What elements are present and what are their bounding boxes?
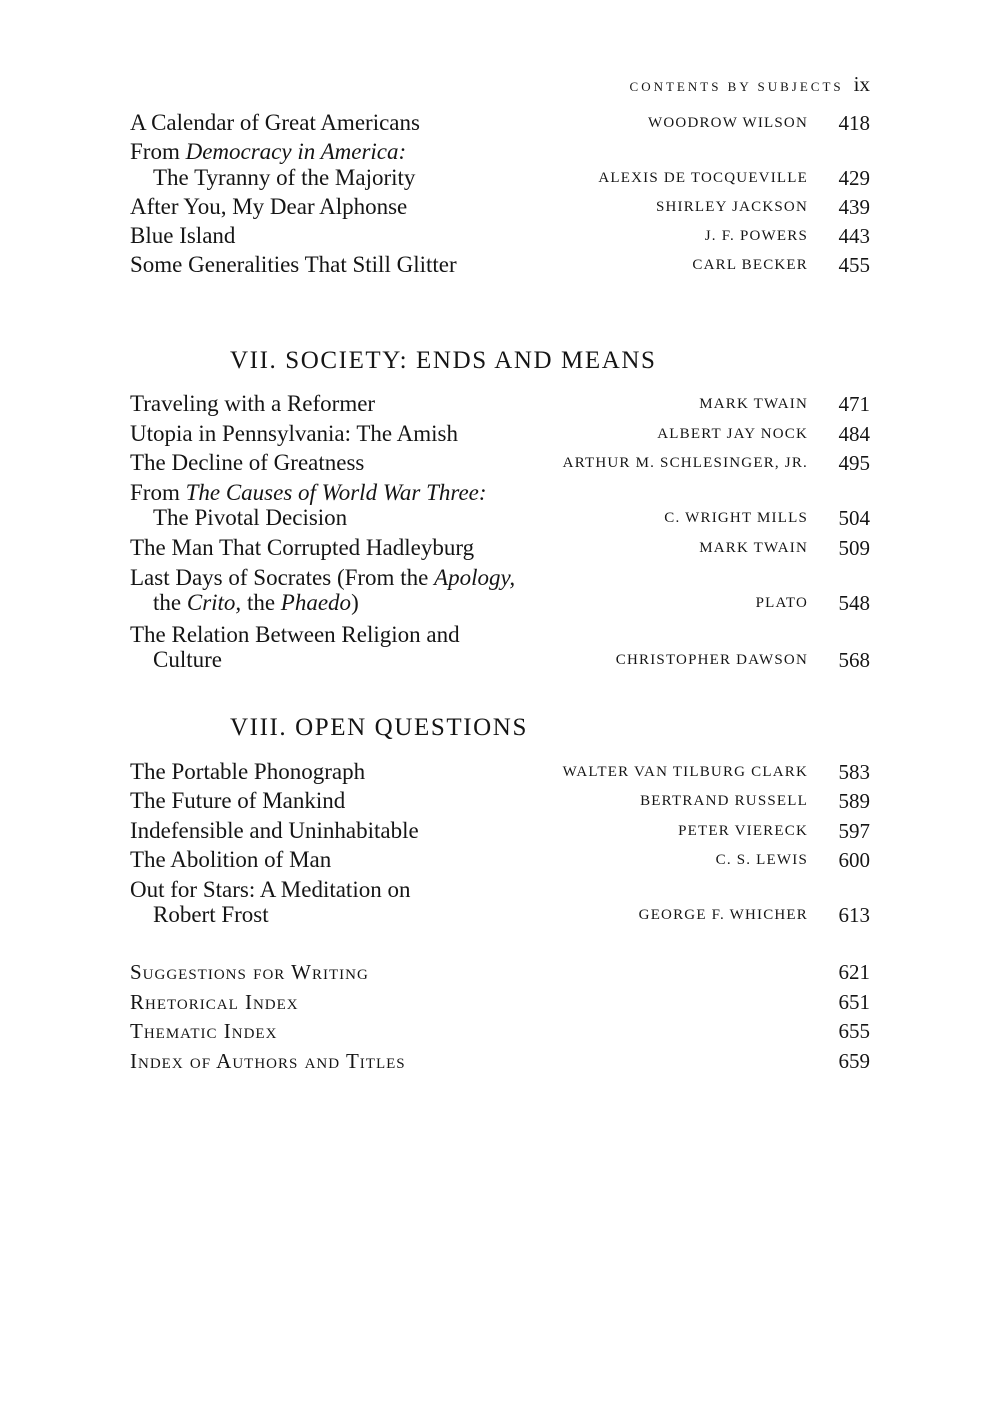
running-head [130,72,870,97]
entry-author: MARK TWAIN [699,396,808,412]
running-head-text: CONTENTS BY SUBJECTS [629,79,844,94]
entry-title: Last Days of Socrates (From the Apology, [130,565,516,590]
entry-author: C. S. LEWIS [715,852,808,868]
toc-back-matter-entry[interactable] [130,957,870,987]
page-number: ix [853,72,870,96]
toc-entry[interactable] [130,816,870,846]
entry-page: 655 [838,1019,870,1043]
entry-page: 439 [838,195,870,219]
entry-page: 597 [838,819,870,843]
entry-page: 659 [838,1049,870,1073]
toc-entry[interactable] [130,221,870,251]
toc-entry[interactable] [130,757,870,787]
entry-author: C. WRIGHT MILLS [664,510,808,526]
entry-title: The Future of Mankind [130,788,346,813]
entry-title: Index of Authors and Titles [130,1049,406,1073]
entry-page: 495 [838,451,870,475]
entry-title: A Calendar of Great Americans [130,110,420,135]
entry-page: 443 [838,224,870,248]
entry-page: 589 [838,789,870,813]
entry-page: 600 [838,848,870,872]
toc-entry[interactable] [130,786,870,816]
entry-title: Rhetorical Index [130,990,299,1014]
entry-author: PLATO [755,595,808,611]
entry-title: The Pivotal Decision [153,505,348,530]
entry-page: 613 [838,903,870,927]
entry-title: Suggestions for Writing [130,960,369,984]
toc-entry[interactable] [130,108,870,138]
entry-title: The Tyranny of the Majority [153,165,416,190]
toc-back-matter-entry[interactable] [130,1016,870,1046]
entry-page: 471 [838,392,870,416]
toc-entry[interactable] [130,250,870,280]
entry-author: ARTHUR M. SCHLESINGER, JR. [562,455,808,471]
entry-page: 455 [838,253,870,277]
entry-author: MARK TWAIN [699,540,808,556]
entry-author: ALEXIS DE TOCQUEVILLE [598,170,808,186]
entry-page: 484 [838,422,870,446]
entry-page: 621 [838,960,870,984]
toc-entry[interactable] [130,419,870,449]
toc-entry[interactable] [130,533,870,563]
toc-entry[interactable] [130,503,870,533]
entry-title: The Relation Between Religion and [130,622,460,647]
entry-author: SHIRLEY JACKSON [655,199,808,215]
entry-author: WOODROW WILSON [648,115,808,131]
toc-entry[interactable] [130,448,870,478]
entry-page: 418 [838,111,870,135]
toc-entry[interactable] [130,163,870,193]
entry-page: 651 [838,990,870,1014]
section-heading-viii: VIII. OPEN QUESTIONS [230,714,528,741]
entry-page: 429 [838,166,870,190]
entry-title: The Abolition of Man [130,847,332,872]
entry-title: the Crito, the Phaedo) [153,590,359,615]
entry-page: 504 [838,506,870,530]
toc-back-matter-entry[interactable] [130,1046,870,1076]
entry-page: 509 [838,536,870,560]
entry-author: PETER VIERECK [678,823,808,839]
toc-back-matter-entry[interactable] [130,987,870,1017]
entry-title: Thematic Index [130,1019,278,1043]
entry-title: Some Generalities That Still Glitter [130,252,457,277]
entry-author: GEORGE F. WHICHER [638,907,808,923]
entry-page: 583 [838,760,870,784]
entry-page: 568 [838,648,870,672]
entry-author: CHRISTOPHER DAWSON [615,652,808,668]
entry-title: Culture [153,647,222,672]
entry-author: ALBERT JAY NOCK [657,426,808,442]
entry-author: WALTER VAN TILBURG CLARK [562,764,808,780]
entry-title: Indefensible and Uninhabitable [130,818,419,843]
entry-title: Out for Stars: A Meditation on [130,877,411,902]
entry-author: BERTRAND RUSSELL [640,793,808,809]
toc-entry[interactable] [130,645,870,675]
entry-title: Robert Frost [153,902,269,927]
toc-entry[interactable] [130,389,870,419]
entry-title: Traveling with a Reformer [130,391,376,416]
entry-author: CARL BECKER [692,257,808,273]
entry-title: Blue Island [130,223,236,248]
toc-entry[interactable] [130,900,870,930]
entry-title: Utopia in Pennsylvania: The Amish [130,421,458,446]
entry-title: The Man That Corrupted Hadleyburg [130,535,475,560]
toc-entry[interactable] [130,845,870,875]
toc-entry[interactable] [130,588,870,618]
entry-title: The Decline of Greatness [130,450,365,475]
entry-title: From The Causes of World War Three: [130,480,487,505]
section-heading-vii: VII. SOCIETY: ENDS AND MEANS [230,347,657,374]
entry-author: J. F. POWERS [704,228,808,244]
entry-page: 548 [838,591,870,615]
entry-title: After You, My Dear Alphonse [130,194,408,219]
entry-title: From Democracy in America: [130,139,407,164]
entry-title: The Portable Phonograph [130,759,366,784]
toc-entry[interactable] [130,192,870,222]
